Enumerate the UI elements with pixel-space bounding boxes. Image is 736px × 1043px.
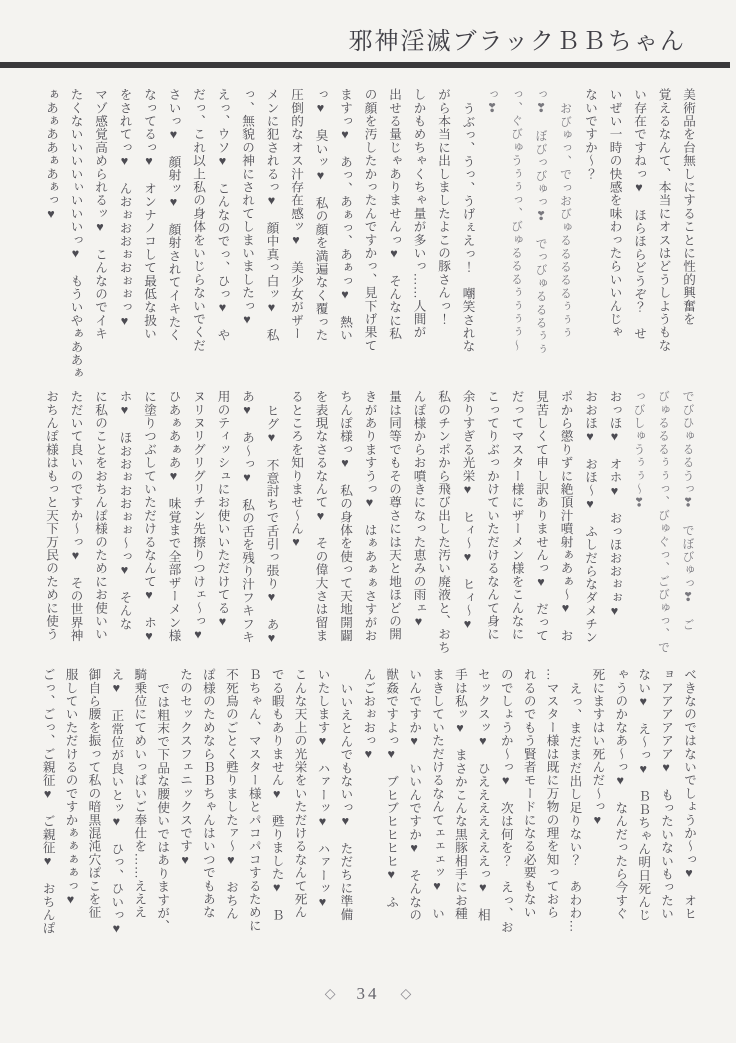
text-column: ョアアアアアア♥ もったいないもったい [659,668,674,921]
text-column: れるのでもう賢者モードになる必要もない [521,668,536,919]
text-column: 手は私ッ♥ まさかこんな黒豚相手にお種 [452,668,467,921]
text-column: っ、無貌の神にされてしまいましたっ♥ [240,88,254,327]
text-column: 覚えるなんて、本当にオスはどうしようもな [656,88,671,352]
text-column: マゾ感覚高められるッ♥ こんなのでイキ [93,88,107,341]
text-column: 騎乗位にてめいっぱいご奉仕を……えええ [132,668,147,919]
text-column: ぽ様のためならＢＢちゃんはいつでもあな [200,668,215,919]
text-column: おっほ♥ オホ♥ おっほおおぉぉ♥ [607,390,622,619]
text-column: ますっ♥ あっ、あぁっ、あぁっ♥ 熱い [338,88,352,342]
text-block-2 [39,390,701,678]
text-column: いぜい一時の快感を味わったらいいんじゃ [607,88,622,339]
text-column: 用のティッシュにお使いいただけてる♥ [215,390,230,629]
text-column: をされてっ♥ んおぉおおぉおぉぉっ♥ [117,88,132,329]
text-column: の顔を汚したかったんですかっ、見下げ果て [362,88,377,352]
text-column: …マスター様は既に万物の理を知っておら [544,668,559,919]
text-column: だってマスター様にザーメン様をこんなに [509,390,524,641]
text-column: たのセックスフェニックスです♥ [178,668,193,868]
text-block-1 [39,88,701,386]
text-column: い存在ですねっ♥ ほらほらどうぞ？ せ [632,88,646,341]
text-column: ゃうのかなあ～っ♥ なんだったら今すぐ [613,668,628,921]
text-column: 服していただけるのですかぁぁぁぁっ♥ [63,668,78,907]
text-column: 見苦しくて申し訳ありませんっ♥ だって [534,390,548,643]
text-column: でる暇もありません♥ 甦りました♥ Ｂ [269,668,284,922]
text-column: いたします♥ ハァーッ♥ ハァーッ♥ [315,668,330,910]
sfx-column: でびひゅるるうっ❣ でぼびゅっ❣ ご [681,390,695,632]
text-column: うぶっ、うっ、うげぇえっ！ 嘲笑されな [460,102,475,354]
text-column: ヌリヌリグリグリチン先擦りつけェ～っ♥ [191,390,205,643]
text-column: に私のことをおちんぽ様のためにお使いい [93,390,107,641]
text-column: ヒグ♥ 不意討ちで舌引っ張り♥ あ♥ [264,404,279,647]
text-column: 獣姦ですよっ♥ ブヒブヒヒヒヒ♥ ふ [384,668,399,909]
text-column: に塗りつぶしていただけるなんて♥ ホ♥ [142,390,156,644]
text-column: がら本当に出しましたよこの豚さんっ！ [436,88,450,326]
sfx-column: っ❣ ぼびっびゅっ❣ でっびゅるるるぅぅ [534,88,548,356]
text-column: おちんぽ様はもっと天下万民のために使う [44,390,58,641]
text-column: 余りすぎる光栄♥ ヒィ～♥ ヒィ～♥ [460,390,475,632]
sfx-column: おびゅっ、でっおびゅるるるるるぅぅぅ [558,101,573,340]
text-column: いんですか♥ いいんですか♥ そんなの [407,668,422,922]
text-column: まきしていただけるなんてェェェッ♥ い [430,668,445,921]
text-column: えっ、まだまだ出し足りない？ あわわ… [567,682,582,934]
text-column: メンに犯されるっ♥ 顔中真っ白ッ♥ 私 [264,88,279,342]
title-divider [0,62,730,68]
text-column: きがありますうっ♥ はぁあぁぁさすがお [362,390,377,643]
text-column: んぽ様からお噴きになった恵みの雨ェ♥ [411,390,426,629]
page-footer [0,984,736,1004]
sfx-column: っびしゅうぅぅ～❣ [632,390,646,511]
text-column: ポから懲りずに絶頂汁噴射ぁあぁ～♥ お [558,390,573,643]
page-title: 邪神淫滅ブラックＢＢちゃん [348,29,686,55]
text-column: いいえとんでもないっ♥ ただちに準備 [338,682,353,922]
text-column: セックスッ♥ ひえええええええっ♥ 相 [475,668,490,922]
text-column: おおほ♥ おほ～♥ ふしだらなダメチン [583,390,597,644]
text-column: ぁあぁああぁあぁっ♥ [44,88,58,222]
text-column: え♥ 正常位が良いとッ♥ ひっ、ひいっ♥ [109,668,124,937]
text-column: こってりぶっかけていただけるなんて身に [485,390,499,641]
text-column: べきなのではないでしょうか～っ♥ オヒ [682,668,696,921]
text-column: んごおぉおっ♥ [361,668,376,762]
text-column: 量は同等でもその尊さには天と地ほどの開 [387,390,401,641]
diamond-ornament-left: ◇ [324,987,336,1002]
text-column: えっ、ウソ♥ こんなのでっ、ひっ♥ や [215,88,230,342]
text-column: 美術品を台無しにすることに性的興奮を [681,88,695,326]
text-column: さいっ♥ 顔射ッ♥ 顔射されてイキたく [166,88,181,342]
text-column: 私のチンポから飛び出した汚い廃液と、おち [436,390,450,654]
text-column: 圧倒的なオス汁存在感ッ♥ 美少女がザー [289,88,303,341]
text-column: っ♥ 臭いッ♥ 私の顔を満遍なく覆った [313,88,328,342]
diamond-ornament-right: ◇ [400,987,412,1002]
text-column: を表現なさるなんて♥ その偉大さは留ま [313,390,328,643]
text-column: るところを知りませ～ん♥ [289,390,303,550]
page-number: 34 [356,984,380,1003]
text-column: 御自ら腰を振って私の暗黒混沌穴ぽこを征 [86,668,101,919]
sfx-column: びゅるるるぅぅっ、びゅぐっ、ごびゅっ、で [656,390,671,654]
text-column: ごっ、ごっ、ご親征♥ ご親征♥ おちんぽ [40,668,55,935]
text-block-3 [36,668,700,966]
text-column: ない♥ え～っ♥ ＢＢちゃん明日死んじ [636,668,651,922]
text-column: ひあぁあぁあ♥ 味覚まで全部ザーメン様 [166,390,181,643]
text-column: ちんぽ様っ♥ 私の身体を使って天地開闢 [338,390,352,643]
text-column: Ｂちゃん、マスター様とパコパコするために [246,668,261,932]
text-column: ホ♥ ほおおぉおおぉぉ～っ♥ そんな [117,390,132,631]
text-column: 死にますはい死んだ～っ♥ [590,668,605,828]
text-column: だっ、これ以上私の身体をいじらないでくだ [191,88,205,352]
text-column: ないですか～？ [583,88,597,181]
text-column: あ♥ あ～っ♥ 私の舌を残り汁フキフキ [240,390,254,644]
text-column: たくないいいいぃいいいっ♥ もういやぁああぁ [68,88,83,380]
text-column: 不死鳥のごとく甦りましたァ～♥ おちん [223,668,238,921]
text-column: ただいて良いのですか～っ♥ その世界神 [68,390,83,643]
text-column: こんな天上の光栄をいただけるなんて死ん [292,668,307,919]
text-column: なってるっ♥ オンナノコして最低な扱い [142,88,156,341]
sfx-column: っ❣ [485,88,499,117]
text-column: では粗末で下品な腰使いではありますが、 [155,682,170,934]
text-column: しかもめちゃくちゃ量が多いっ……人間が [411,88,426,339]
text-column: のでしょうか～っ♥ 次は何を？ えっ、お [498,668,513,934]
text-column: 出せる量じゃありませんっ♥ そんなに私 [387,88,401,341]
sfx-column: っ、ぐびゅうぅぅっ、びゅるるるぅぅぅぅ～ [509,88,524,352]
